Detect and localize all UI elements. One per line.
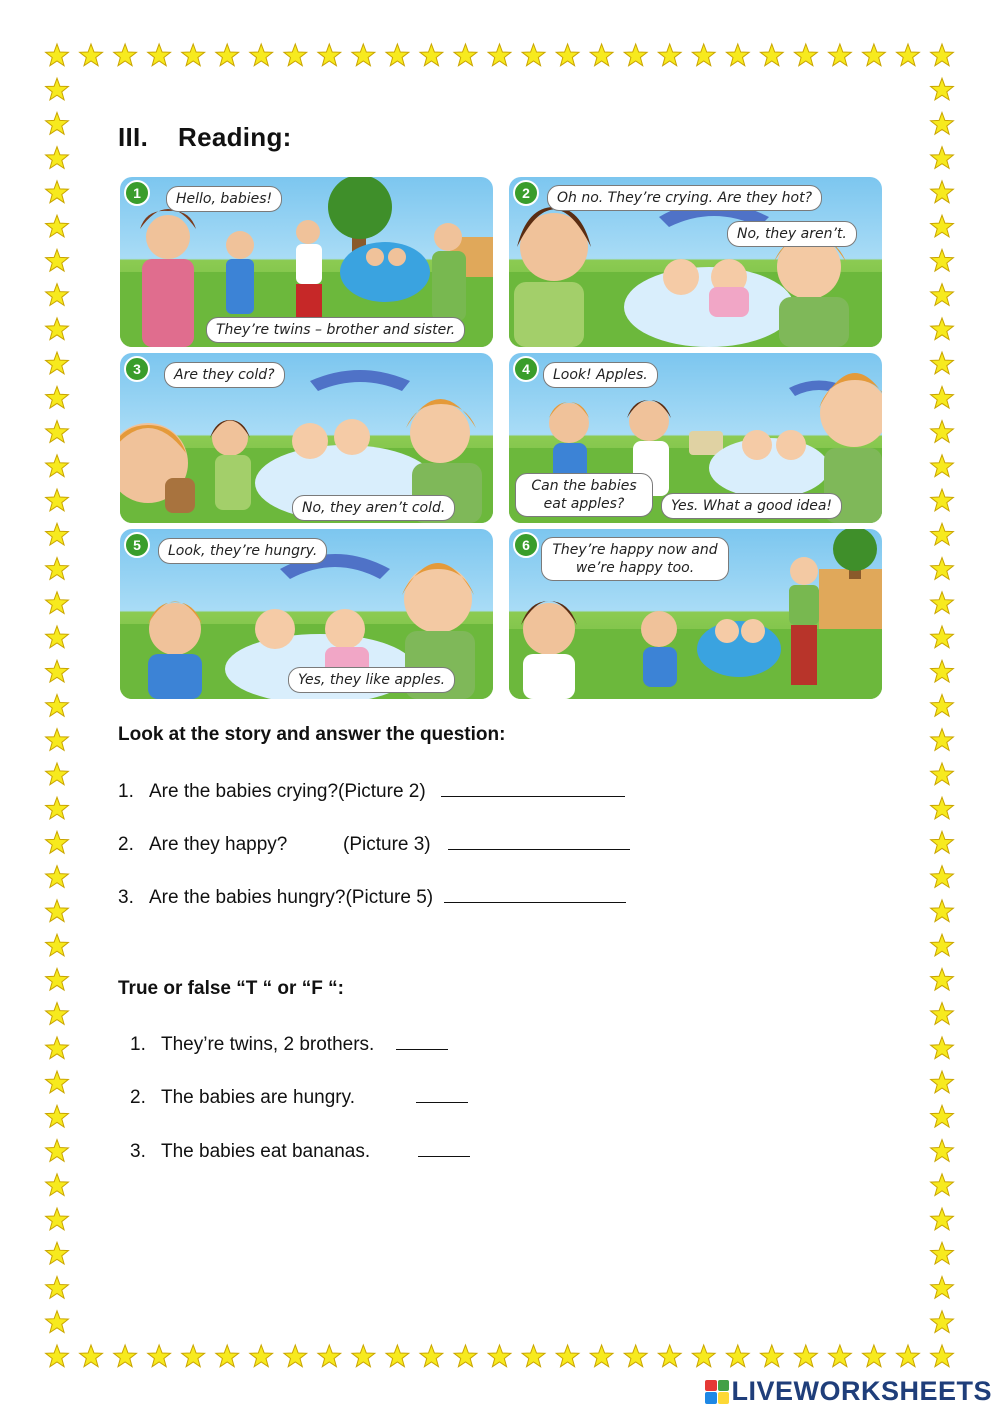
star-icon [386,44,409,66]
star-icon [931,763,954,785]
logo-text: LIVEWORKSHEETS [731,1376,992,1406]
star-icon [46,1071,69,1093]
star-icon [46,900,69,922]
star-icon [46,44,69,66]
star-icon [216,44,239,66]
star-icon [46,386,69,408]
speech-bubble: Look, they’re hungry. [158,538,327,564]
star-icon [931,249,954,271]
star-icon [522,44,545,66]
answer-blank[interactable] [396,1031,448,1050]
answer-blank[interactable] [444,884,626,903]
star-icon [692,1345,715,1367]
star-icon [931,318,954,340]
speech-bubble: Oh no. They’re crying. Are they hot? [547,185,822,211]
statement-text: The babies eat bananas. [161,1141,371,1162]
star-icon [931,352,954,374]
statement-number: 1. [130,1034,146,1055]
star-icon [114,1345,137,1367]
section-heading: Reading: [178,122,292,152]
speech-bubble: No, they aren’t. [727,221,857,247]
star-icon [863,1345,886,1367]
star-icon [931,1345,954,1367]
star-icon [931,489,954,511]
star-icon [931,1071,954,1093]
star-icon [931,44,954,66]
statement-number: 3. [130,1141,146,1162]
question-picture-ref: (Picture 3) [343,834,431,855]
star-icon [931,934,954,956]
star-icon [46,1345,69,1367]
star-icon [46,284,69,306]
comic-panel-1 [120,177,493,347]
speech-bubble: Are they cold? [164,362,285,388]
star-icon [46,695,69,717]
star-icon [624,44,647,66]
star-icon [46,1277,69,1299]
star-icon [931,1105,954,1127]
questions-heading: Look at the story and answer the question: [118,724,506,745]
star-icon [794,1345,817,1367]
star-icon [658,44,681,66]
panel-number-badge: 6 [513,532,539,558]
star-icon [829,1345,852,1367]
panel-number-badge: 1 [124,180,150,206]
star-icon [931,386,954,408]
speech-bubble: Hello, babies! [166,186,282,212]
panel-number-badge: 5 [124,532,150,558]
star-icon [46,318,69,340]
star-icon [931,968,954,990]
star-icon [829,44,852,66]
question-number: 2. [118,834,134,855]
star-icon [46,934,69,956]
star-icon [46,592,69,614]
list-item [130,1031,448,1056]
star-icon [590,44,613,66]
speech-bubble: Yes, they like apples. [288,667,455,693]
star-icon [488,44,511,66]
star-icon [46,1174,69,1196]
star-icon [931,900,954,922]
star-icon [46,831,69,853]
statement-number: 2. [130,1087,146,1108]
panel-number-badge: 4 [513,356,539,382]
star-icon [318,44,341,66]
star-icon [46,147,69,169]
question-text: Are the babies crying?(Picture 2) [149,781,426,802]
list-item [118,778,625,803]
section-number: III. [118,122,149,152]
star-icon [556,44,579,66]
star-icon [46,489,69,511]
star-icon [931,695,954,717]
comic-panel-3 [120,353,493,523]
comic-panel-6 [509,529,882,699]
star-icon [931,284,954,306]
star-icon [250,44,273,66]
list-item [130,1138,470,1163]
star-icon [46,1311,69,1333]
answer-blank[interactable] [441,778,625,797]
star-icon [46,455,69,477]
star-icon [46,1242,69,1264]
star-icon [760,1345,783,1367]
speech-bubble: Can the babies eat apples? [515,473,653,517]
statement-text: The babies are hungry. [161,1087,355,1108]
star-icon [46,1208,69,1230]
star-icon [931,215,954,237]
star-icon [46,215,69,237]
star-icon [420,44,443,66]
star-icon [182,44,205,66]
star-icon [931,181,954,203]
star-icon [148,44,171,66]
list-item [118,884,626,909]
star-icon [931,1037,954,1059]
comic-panel-2 [509,177,882,347]
star-icon [454,44,477,66]
star-icon [454,1345,477,1367]
truefalse-heading: True or false “T “ or “F “: [118,978,344,999]
star-icon [522,1345,545,1367]
star-icon [931,147,954,169]
star-icon [931,1174,954,1196]
star-icon [931,558,954,580]
section-title [118,122,292,153]
star-icon [284,1345,307,1367]
star-icon [931,660,954,682]
star-icon [80,1345,103,1367]
comic-panel-4 [509,353,882,523]
star-icon [46,113,69,135]
star-icon [284,44,307,66]
speech-bubble: No, they aren’t cold. [292,495,455,521]
question-number: 1. [118,781,134,802]
star-icon [931,113,954,135]
star-icon [46,181,69,203]
star-icon [760,44,783,66]
star-icon [931,592,954,614]
star-icon [931,78,954,100]
star-icon [726,44,749,66]
star-icon [46,523,69,545]
star-icon [488,1345,511,1367]
star-icon [931,729,954,751]
star-icon [931,1003,954,1025]
star-icon [46,249,69,271]
star-icon [318,1345,341,1367]
star-icon [46,421,69,443]
star-icon [931,1311,954,1333]
star-icon [46,1105,69,1127]
star-icon [931,831,954,853]
list-item [118,831,630,856]
question-text: Are they happy? [149,834,288,855]
list-item [130,1084,468,1109]
star-icon [794,44,817,66]
star-icon [216,1345,239,1367]
star-icon [931,455,954,477]
speech-bubble: Yes. What a good idea! [661,493,842,519]
star-icon [352,44,375,66]
star-icon [556,1345,579,1367]
comic-strip [120,177,888,699]
star-icon [931,421,954,443]
star-icon [931,1277,954,1299]
star-icon [352,1345,375,1367]
star-icon [931,866,954,888]
star-icon [420,1345,443,1367]
star-icon [46,1037,69,1059]
star-icon [80,44,103,66]
statement-text: They’re twins, 2 brothers. [161,1034,375,1055]
star-icon [46,1140,69,1162]
star-icon [46,797,69,819]
comic-panel-5 [120,529,493,699]
star-icon [46,660,69,682]
star-icon [931,523,954,545]
star-icon [692,44,715,66]
star-icon [46,352,69,374]
star-icon [182,1345,205,1367]
star-icon [590,1345,613,1367]
panel-number-badge: 3 [124,356,150,382]
star-icon [726,1345,749,1367]
answer-blank[interactable] [448,831,630,850]
star-icon [863,44,886,66]
answer-blank[interactable] [416,1084,468,1103]
star-icon [931,797,954,819]
star-icon [931,1242,954,1264]
logo-mark-icon [705,1380,729,1404]
star-icon [658,1345,681,1367]
speech-bubble: They’re twins – brother and sister. [206,317,465,343]
star-icon [114,44,137,66]
liveworksheets-logo[interactable] [705,1376,992,1407]
star-icon [386,1345,409,1367]
star-icon [931,1140,954,1162]
star-icon [897,1345,920,1367]
star-icon [931,1208,954,1230]
star-icon [46,626,69,648]
star-icon [897,44,920,66]
star-icon [46,1003,69,1025]
panel-number-badge: 2 [513,180,539,206]
question-text: Are the babies hungry?(Picture 5) [149,887,434,908]
answer-blank[interactable] [418,1138,470,1157]
speech-bubble: Look! Apples. [543,362,658,388]
star-icon [46,968,69,990]
speech-bubble: They’re happy now and we’re happy too. [541,537,729,581]
star-icon [931,626,954,648]
star-icon [46,866,69,888]
star-icon [46,729,69,751]
star-icon [46,763,69,785]
star-icon [46,558,69,580]
star-icon [46,78,69,100]
star-icon [148,1345,171,1367]
question-number: 3. [118,887,134,908]
star-icon [624,1345,647,1367]
star-icon [250,1345,273,1367]
